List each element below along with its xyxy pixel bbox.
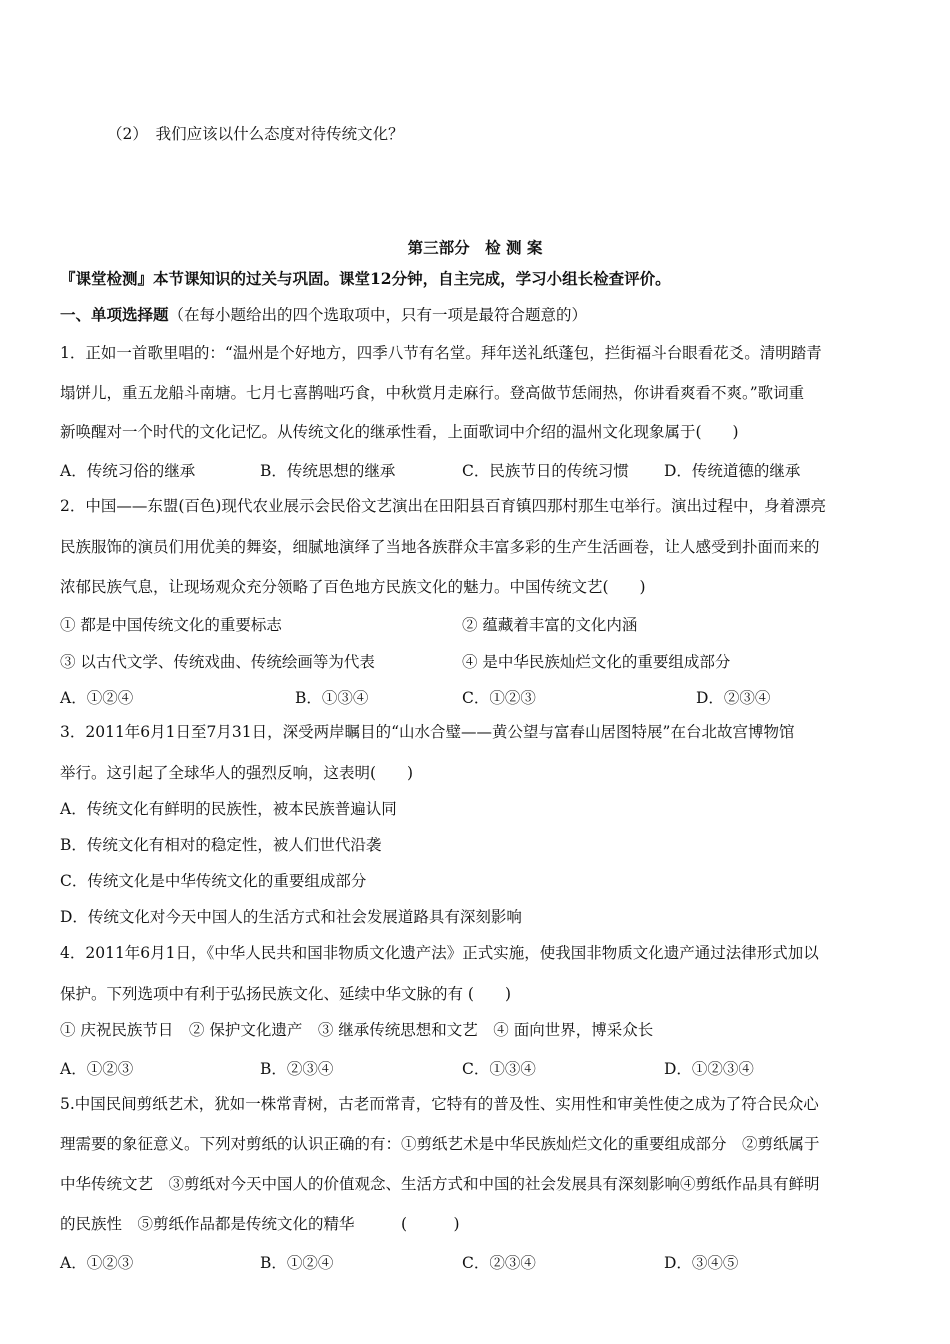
q2-item-4: ④ 是中华民族灿烂文化的重要组成部分	[462, 653, 731, 671]
section-1-title: 一、单项选择题	[60, 305, 169, 324]
classroom-check-intro: 『课堂检测』本节课知识的过关与巩固。课堂12分钟，自主完成，学习小组长检查评价。	[60, 269, 671, 288]
q3-line: 3．2011年6月1日至7月31日，深受两岸瞩目的“山水合璧——黄公望与富春山居图特展”在台北故宫博物馆	[60, 723, 795, 741]
q1-option-a: A．传统习俗的继承	[60, 462, 196, 480]
q5-line: 5.中国民间剪纸艺术，犹如一株常青树，古老而常青，它特有的普及性、实用性和审美性使之成为了符合民众心	[60, 1095, 819, 1113]
q5-option-b: B．①②④	[260, 1254, 334, 1272]
q2-option-d: D．②③④	[696, 689, 771, 707]
q5-option-a: A．①②③	[60, 1254, 134, 1272]
question-2-part-2: （2） 我们应该以什么态度对待传统文化？	[107, 125, 404, 143]
q2-line: 2．中国——东盟(百色)现代农业展示会民俗文艺演出在田阳县百育镇四那村那生屯举行。演出过程中，身着漂亮	[60, 497, 826, 515]
q4-option-a: A．①②③	[60, 1060, 134, 1078]
q2-item-1: ① 都是中国传统文化的重要标志	[60, 616, 282, 634]
q1-line: 1．正如一首歌里唱的：“温州是个好地方，四季八节有名堂。拜年送礼纸蓬包，拦街福斗台眼看花爻。清明踏青	[60, 344, 822, 362]
q2-item-2: ② 蕴藏着丰富的文化内涵	[462, 616, 638, 634]
q3-option-a: A．传统文化有鲜明的民族性，被本民族普遍认同	[60, 800, 397, 818]
q3-option-c: C．传统文化是中华传统文化的重要组成部分	[60, 872, 367, 890]
section-1-heading	[60, 305, 892, 325]
q5-line: 的民族性 ⑤剪纸作品都是传统文化的精华 ( )	[60, 1215, 460, 1233]
q3-option-b: B．传统文化有相对的稳定性，被人们世代沿袭	[60, 836, 382, 854]
q4-option-d: D．①②③④	[664, 1060, 754, 1078]
q2-line: 民族服饰的演员们用优美的舞姿，细腻地演绎了当地各族群众丰富多彩的生产生活画卷，让人感受到扑面而来的	[60, 538, 820, 556]
q4-line: 4．2011年6月1日，《中华人民共和国非物质文化遗产法》正式实施，使我国非物质文化遗产通过法律形式加以	[60, 944, 819, 962]
section-title: 第三部分 检 测 案	[407, 238, 543, 257]
q4-option-b: B．②③④	[260, 1060, 334, 1078]
q1-line: 塌饼儿，重五龙船斗南塘。七月七喜鹊咄巧食，中秋赏月走麻行。登高做节恁闹热，你讲看爽看不爽。”歌词重	[60, 384, 805, 402]
q4-items: ① 庆祝民族节日 ② 保护文化遗产 ③ 继承传统思想和文艺 ④ 面向世界，博采众长	[60, 1021, 654, 1039]
q4-option-c: C．①③④	[462, 1060, 536, 1078]
q3-line: 举行。这引起了全球华人的强烈反响，这表明( )	[60, 764, 414, 782]
section-1-note: （在每小题给出的四个选取项中，只有一项是最符合题意的）	[168, 306, 588, 324]
q1-option-b: B．传统思想的继承	[260, 462, 396, 480]
q5-option-d: D．③④⑤	[664, 1254, 739, 1272]
q5-option-c: C．②③④	[462, 1254, 536, 1272]
q2-item-3: ③ 以古代文学、传统戏曲、传统绘画等为代表	[60, 653, 375, 671]
q2-option-b: B．①③④	[295, 689, 369, 707]
q4-line: 保护。下列选项中有利于弘扬民族文化、延续中华文脉的有 ( )	[60, 985, 512, 1003]
q2-option-a: A．①②④	[60, 689, 134, 707]
q2-option-c: C．①②③	[462, 689, 536, 707]
q3-option-d: D．传统文化对今天中国人的生活方式和社会发展道路具有深刻影响	[60, 908, 522, 926]
q2-line: 浓郁民族气息，让现场观众充分领略了百色地方民族文化的魅力。中国传统文艺( )	[60, 578, 646, 596]
q1-option-d: D．传统道德的继承	[664, 462, 801, 480]
q5-line: 中华传统文艺 ③剪纸对今天中国人的价值观念、生活方式和中国的社会发展具有深刻影响④剪纸作品具有鲜明	[60, 1175, 820, 1193]
q1-option-c: C．民族节日的传统习惯	[462, 462, 629, 480]
q1-line: 新唤醒对一个时代的文化记忆。从传统文化的继承性看，上面歌词中介绍的温州文化现象属于( )	[60, 423, 739, 441]
q5-line: 理需要的象征意义。下列对剪纸的认识正确的有：①剪纸艺术是中华民族灿烂文化的重要组成部分 ②剪纸属于	[60, 1135, 820, 1153]
